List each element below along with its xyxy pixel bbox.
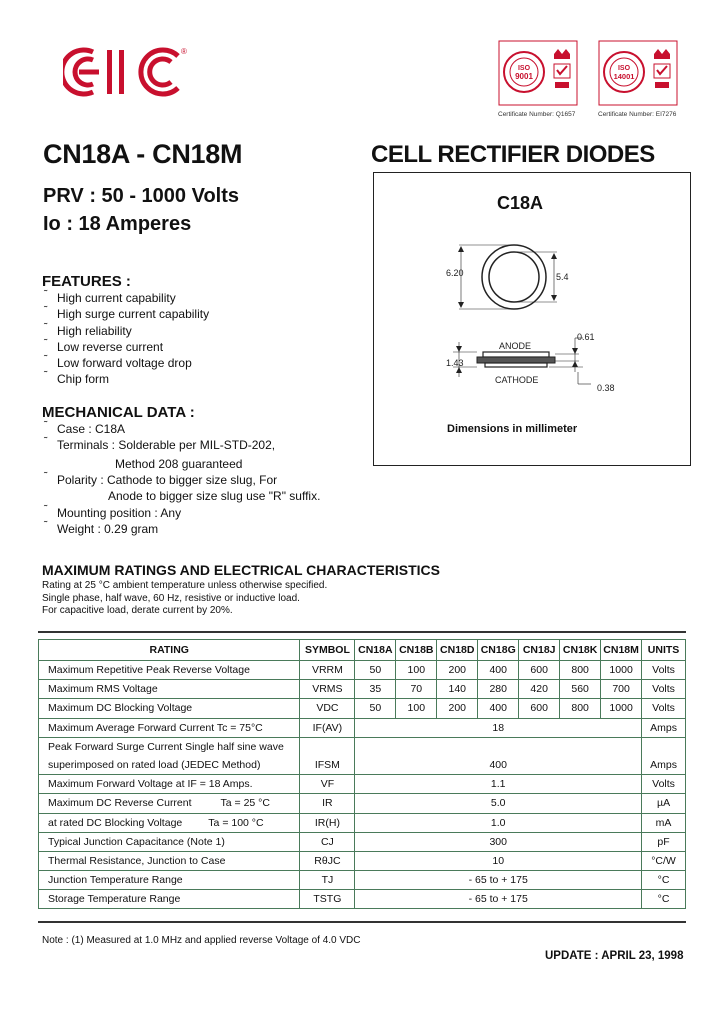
part-number-title: CN18A - CN18M — [43, 139, 243, 169]
table-row: Thermal Resistance, Junction to Case RθJC 10 °C/W — [39, 851, 686, 870]
table-row: Maximum DC Reverse Current Ta = 25 °C IR 5.0 µA — [39, 794, 686, 813]
list-item: ˜ High surge current capability — [42, 306, 209, 322]
divider — [38, 631, 686, 633]
iso-9001-badge — [498, 40, 578, 116]
svg-text:®: ® — [181, 47, 187, 56]
table-row: at rated DC Blocking Voltage Ta = 100 °C IR(H) 1.0 mA — [39, 813, 686, 832]
cathode-label: CATHODE — [495, 375, 539, 385]
table-row: Typical Junction Capacitance (Note 1) CJ 300 pF — [39, 832, 686, 851]
product-type-heading: CELL RECTIFIER DIODES — [371, 141, 655, 168]
table-row: Storage Temperature Range TSTG - 65 to + 175 °C — [39, 890, 686, 909]
table-row: Maximum Forward Voltage at IF = 18 Amps. VF 1.1 Volts — [39, 775, 686, 794]
dimensions-note: Dimensions in millimeter — [447, 423, 578, 435]
list-item: ˜ High reliability — [42, 323, 209, 339]
list-item: ˜ Low forward voltage drop — [42, 355, 209, 371]
prv-spec: PRV : 50 - 1000 Volts — [43, 185, 240, 207]
dim-0-61: 0.61 — [577, 332, 595, 342]
ratings-table — [38, 639, 686, 909]
list-item: ˜ High current capability — [42, 290, 209, 306]
dim-0-38: 0.38 — [597, 383, 615, 393]
anode-label: ANODE — [499, 341, 532, 351]
divider — [38, 921, 686, 923]
list-item: ˜ Chip form — [42, 371, 209, 387]
package-name: C18A — [497, 193, 544, 213]
footnote: Note : (1) Measured at 1.0 MHz and applied reverse Voltage of 4.0 VDC — [42, 935, 361, 946]
svg-text:9001: 9001 — [515, 72, 533, 81]
svg-text:ISO: ISO — [617, 65, 631, 72]
dim-6-20: 6.20 — [446, 268, 464, 278]
table-row: superimposed on rated load (JEDEC Method) IFSM 400 Amps — [39, 756, 686, 775]
certificate-number: Certificate Number: EI7276 — [598, 111, 677, 118]
svg-text:14001: 14001 — [613, 72, 635, 81]
table-row: Peak Forward Surge Current Single half sine wave — [39, 737, 686, 756]
features-heading: FEATURES : — [42, 273, 131, 290]
mechanical-list — [42, 421, 275, 454]
ratings-notes: Rating at 25 °C ambient temperature unless otherwise specified. Single phase, half wave, 60 Hz, resistive or inductive load. For capacitive load, derate current by 20%. — [42, 580, 328, 616]
table-header-row: RATING SYMBOL CN18A CN18B CN18D CN18G CN18J CN18K CN18M UNITS — [39, 640, 686, 661]
table-row: Junction Temperature Range TJ - 65 to + 175 °C — [39, 871, 686, 890]
table-row: Maximum RMS Voltage VRMS 35 70 140 280 420 560 700 Volts — [39, 680, 686, 699]
list-item: ˜ Mounting position : Any — [42, 505, 181, 521]
list-item: ˜ Polarity : Cathode to bigger size slug, For — [42, 472, 277, 488]
terminals-continued: Method 208 guaranteed — [115, 457, 243, 471]
dim-1-43: 1.43 — [446, 358, 464, 368]
table-row: Maximum DC Blocking Voltage VDC 50 100 200 400 600 800 1000 Volts — [39, 699, 686, 718]
list-item: ˜ Terminals : Solderable per MIL-STD-202, — [42, 437, 275, 453]
ratings-heading: MAXIMUM RATINGS AND ELECTRICAL CHARACTERISTICS — [42, 562, 440, 578]
list-item: ˜ Weight : 0.29 gram — [42, 521, 181, 537]
package-diagram — [373, 172, 689, 464]
certificate-number: Certificate Number: Q1657 — [498, 111, 576, 118]
mechanical-list-2 — [42, 472, 277, 488]
list-item: ˜ Low reverse current — [42, 339, 209, 355]
table-row: Maximum Repetitive Peak Reverse Voltage VRRM 50 100 200 400 600 800 1000 Volts — [39, 661, 686, 680]
svg-text:ISO: ISO — [517, 65, 531, 72]
list-item: ˜ Case : C18A — [42, 421, 275, 437]
dim-5-4: 5.4 — [556, 272, 569, 282]
iso-14001-badge — [598, 40, 678, 116]
features-list — [42, 290, 209, 388]
io-spec: Io : 18 Amperes — [43, 213, 192, 235]
update-date: UPDATE : APRIL 23, 1998 — [545, 950, 684, 962]
mechanical-heading: MECHANICAL DATA : — [42, 404, 195, 421]
eic-logo — [63, 46, 193, 98]
table-row: Maximum Average Forward Current Tc = 75°C IF(AV) 18 Amps — [39, 718, 686, 737]
mechanical-list-3 — [42, 505, 181, 538]
polarity-continued: Anode to bigger size slug use "R" suffix. — [108, 489, 321, 503]
